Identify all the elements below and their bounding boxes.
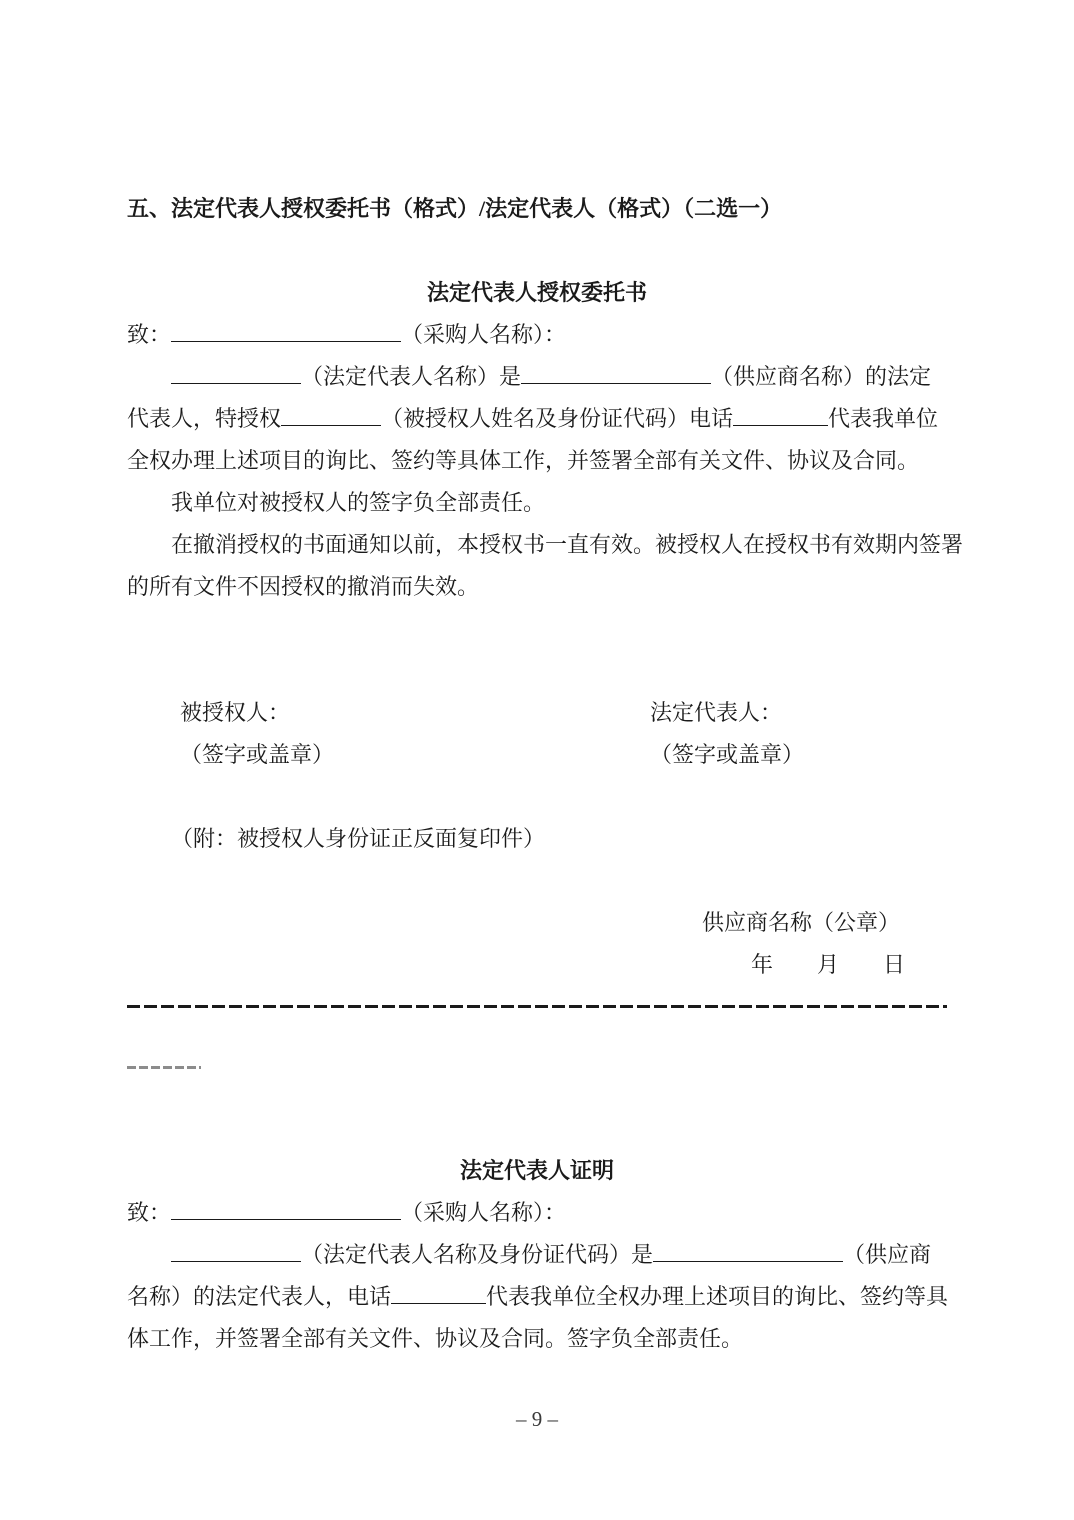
certificate-title: 法定代表人证明 [459, 1158, 614, 1183]
section-divider-continuation [127, 1066, 201, 1069]
signature-labels-row [127, 692, 947, 734]
certificate-body-line-2 [127, 1276, 947, 1318]
authorization-body-line-1 [127, 356, 947, 398]
body-text: （供应商名称）的法定 [711, 364, 932, 389]
body-text: 代表我单位全权办理上述项目的询比、签约等具 [486, 1284, 949, 1309]
authorized-person-sign-note: （签字或盖章） [180, 742, 335, 767]
date-line: 年 月 日 [750, 952, 905, 977]
representative-name-blank [171, 363, 301, 384]
authorization-validity-line-1: 在撤消授权的书面通知以前，本授权书一直有效。被授权人在授权书有效期内签署 [171, 532, 964, 557]
authorization-to-line [127, 314, 947, 356]
phone-blank [391, 1283, 486, 1304]
body-text: 名称）的法定代表人，电话 [127, 1284, 392, 1309]
spacer [127, 776, 947, 818]
body-text: （法定代表人名称及身份证代码）是 [301, 1242, 654, 1267]
to-suffix: （采购人名称）： [401, 322, 567, 347]
spacer [127, 230, 947, 272]
body-text: （供应商 [843, 1242, 932, 1267]
section-divider-row [127, 1005, 947, 1047]
page-number: – 9 – [516, 1407, 558, 1431]
to-label: 致： [127, 322, 172, 347]
spacer [127, 608, 947, 650]
supplier-name-blank [653, 1241, 843, 1262]
certificate-to-line [127, 1192, 947, 1234]
authorization-responsibility-line: 我单位对被授权人的签字负全部责任。 [171, 490, 546, 515]
purchaser-name-blank [171, 1199, 401, 1220]
spacer [127, 1108, 947, 1150]
body-text: 代表人，特授权 [127, 406, 282, 431]
body-text: （被授权人姓名及身份证代码）电话 [381, 406, 734, 431]
section-divider [127, 1005, 947, 1008]
authorized-person-blank [281, 405, 381, 426]
body-text: 代表我单位 [828, 406, 939, 431]
section-divider-continuation-row [127, 1066, 947, 1108]
purchaser-name-blank [171, 321, 401, 342]
representative-name-id-blank [171, 1241, 301, 1262]
signature-notes-row [127, 734, 947, 776]
spacer [127, 650, 947, 692]
authorization-validity-line-2: 的所有文件不因授权的撤消而失效。 [127, 574, 480, 599]
authorization-letter-title: 法定代表人授权委托书 [426, 280, 647, 305]
authorization-body-line-2 [127, 398, 947, 440]
certificate-body-line-3: 体工作，并签署全部有关文件、协议及合同。签字负全部责任。 [127, 1326, 744, 1351]
phone-blank [733, 405, 828, 426]
supplier-name-blank [521, 363, 711, 384]
to-suffix: （采购人名称）： [401, 1200, 567, 1225]
certificate-body-line-1 [127, 1234, 947, 1276]
body-text: （法定代表人名称）是 [301, 364, 522, 389]
legal-representative-label: 法定代表人： [650, 700, 783, 725]
section-heading: 五、法定代表人授权委托书（格式）/法定代表人（格式）（二选一） [127, 196, 783, 221]
authorized-person-label: 被授权人： [180, 700, 291, 725]
legal-representative-sign-note: （签字或盖章） [650, 742, 805, 767]
spacer [127, 860, 947, 902]
to-label: 致： [127, 1200, 172, 1225]
authorization-body-line-3: 全权办理上述项目的询比、签约等具体工作，并签署全部有关文件、协议及合同。 [127, 448, 920, 473]
supplier-seal-line: 供应商名称（公章） [701, 910, 900, 935]
attachment-note: （附：被授权人身份证正反面复印件） [171, 826, 546, 851]
